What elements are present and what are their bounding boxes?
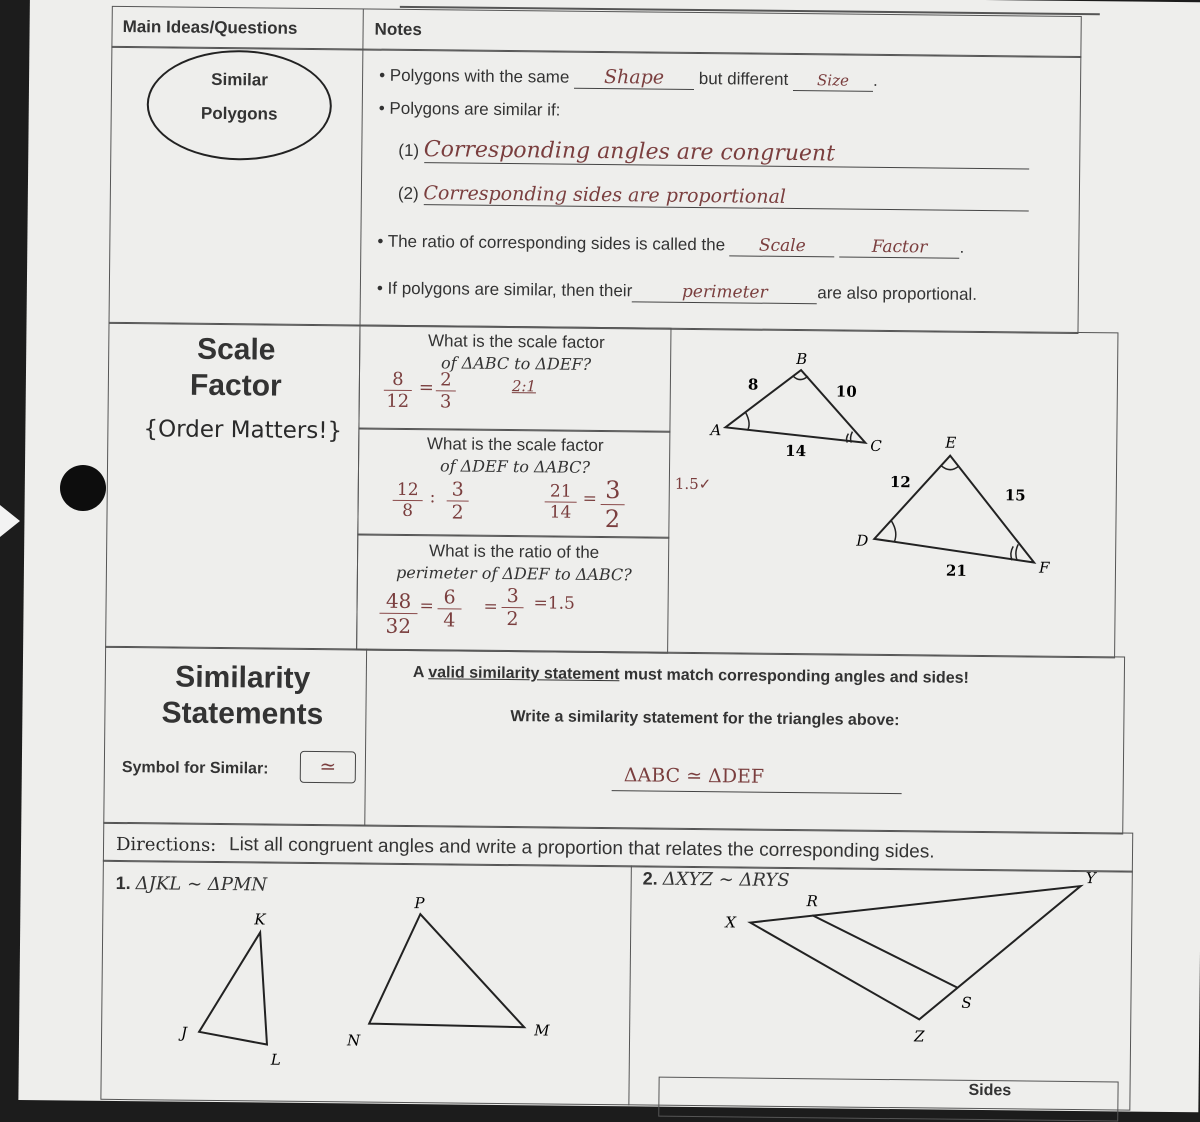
order-matters: {Order Matters!} bbox=[143, 416, 343, 445]
q2-line1: What is the scale factor bbox=[426, 434, 604, 456]
label-D: D bbox=[856, 531, 869, 550]
similar-polygons-title-2: Polygons bbox=[200, 103, 278, 124]
directions-text: List all congruent angles and write a proportion that relates the corresponding sides. bbox=[228, 834, 935, 863]
bullet-perimeter: • If polygons are similar, then their perimeter are also proportional. bbox=[376, 278, 978, 304]
bullet1-mid: but different bbox=[698, 69, 789, 89]
p2-statement: ΔXYZ ~ ΔRYS bbox=[662, 868, 790, 892]
label-Y: Y bbox=[1085, 869, 1096, 888]
line1-post: must match corresponding angles and sides! bbox=[623, 666, 969, 687]
label-C: C bbox=[870, 436, 882, 455]
q1-line2: of ΔABC to ΔDEF? bbox=[441, 353, 592, 374]
binder-hole bbox=[60, 465, 106, 511]
label-DF: 21 bbox=[945, 561, 967, 580]
answer-scale: Scale bbox=[758, 235, 806, 257]
label-F: F bbox=[1038, 558, 1050, 577]
p1-num: 1. bbox=[115, 872, 131, 894]
q1-line1: What is the scale factor bbox=[427, 331, 605, 353]
bullet1-pre: Polygons with the same bbox=[389, 65, 570, 87]
symbol-answer: ≃ bbox=[319, 754, 337, 779]
label-X: X bbox=[725, 913, 737, 932]
label-DE: 12 bbox=[889, 473, 911, 492]
q1-frac2: $\frac{2}{3}$ bbox=[436, 369, 456, 412]
q2-eq2: = bbox=[582, 488, 598, 509]
similarity-title-2: Statements bbox=[161, 696, 324, 732]
answer-size: Size bbox=[816, 71, 850, 90]
q3-question bbox=[364, 540, 664, 587]
q3-frac2: $\frac{6}{4}$ bbox=[437, 586, 461, 631]
q1-frac1: $\frac{8}{12}$ bbox=[384, 369, 412, 412]
bullet4-pre: If polygons are similar, then their bbox=[387, 278, 633, 301]
label-K: K bbox=[254, 910, 266, 929]
item1-num: (1) bbox=[398, 140, 420, 161]
similar-polygons-title-1: Similar bbox=[211, 69, 269, 90]
bullet-scale-factor: • The ratio of corresponding sides is called the Scale Factor . bbox=[377, 231, 965, 258]
answer-factor: Factor bbox=[871, 236, 928, 258]
answer-shape: Shape bbox=[603, 66, 665, 89]
p1-statement: ΔJKL ~ ΔPMN bbox=[135, 873, 268, 896]
q3-frac3: $\frac{3}{2}$ bbox=[501, 585, 523, 630]
label-BC: 10 bbox=[835, 382, 857, 401]
answer-angles-congruent: Corresponding angles are congruent bbox=[423, 137, 836, 167]
label-AB: 8 bbox=[747, 375, 759, 394]
write-statement-line: Write a similarity statement for the triangles above: bbox=[510, 708, 900, 730]
q2-question bbox=[365, 433, 665, 480]
label-R: R bbox=[806, 892, 818, 911]
p2-num: 2. bbox=[642, 868, 658, 889]
similarity-answer: ΔABC ≃ ΔDEF bbox=[623, 764, 765, 788]
q1-eq: = bbox=[418, 377, 435, 399]
triangle-abc bbox=[708, 349, 883, 461]
q2-eq1: : bbox=[429, 487, 436, 508]
answer-line bbox=[612, 764, 902, 794]
q3-frac1: $\frac{48}{32}$ bbox=[379, 589, 418, 638]
answer-sides-proportional: Corresponding sides are proportional bbox=[423, 182, 787, 208]
bullet-similar-if: • Polygons are similar if: bbox=[378, 98, 561, 120]
triangles-diagram bbox=[683, 337, 1086, 621]
q2-result: 1.5✓ bbox=[674, 474, 712, 494]
worksheet-page bbox=[18, 0, 1200, 1112]
similarity-title-1: Similarity bbox=[175, 660, 311, 695]
scale-factor-title-2: Factor bbox=[189, 368, 282, 403]
label-J: J bbox=[180, 1023, 188, 1042]
label-P: P bbox=[414, 894, 425, 913]
header-notes: Notes bbox=[374, 19, 422, 40]
line1-pre: A bbox=[412, 664, 424, 682]
q2-frac1: $\frac{12}{8}$ bbox=[392, 480, 422, 521]
triangle-jkl bbox=[178, 910, 283, 1069]
q3-line2: perimeter of ΔDEF to ΔABC? bbox=[395, 562, 632, 585]
bullet4-post: are also proportional. bbox=[817, 283, 978, 304]
sides-label: Sides bbox=[968, 1081, 1012, 1100]
bullet3-pre: The ratio of corresponding sides is called the bbox=[387, 231, 726, 255]
directions-label: Directions: bbox=[115, 833, 217, 856]
q2-frac2: $\frac{3}{2}$ bbox=[446, 478, 468, 523]
label-EF: 15 bbox=[1004, 486, 1026, 505]
q2-frac3: $\frac{21}{14}$ bbox=[544, 481, 576, 522]
line1-underlined: valid similarity statement bbox=[428, 664, 620, 684]
q3-result: =1.5 bbox=[533, 593, 575, 614]
label-B: B bbox=[796, 350, 808, 369]
label-S: S bbox=[961, 993, 972, 1012]
symbol-box bbox=[300, 751, 356, 784]
q3-eq1: = bbox=[419, 596, 434, 617]
label-Z: Z bbox=[913, 1027, 925, 1046]
triangle-def bbox=[855, 433, 1052, 581]
q3-line1: What is the ratio of the bbox=[429, 541, 600, 562]
label-M: M bbox=[534, 1021, 550, 1040]
triangle-xyz bbox=[723, 867, 1098, 1047]
problem-1-diagram bbox=[159, 891, 601, 1076]
sides-box bbox=[658, 1077, 1118, 1122]
problem-2-diagram bbox=[699, 867, 1121, 1051]
q2-line2: of ΔDEF to ΔABC? bbox=[439, 456, 591, 477]
bullet2-text: Polygons are similar if: bbox=[389, 98, 561, 120]
bullet-same-shape: • Polygons with the same Shape but different Size . bbox=[379, 65, 878, 90]
label-L: L bbox=[270, 1050, 281, 1069]
q1-extra: 2:1 bbox=[511, 377, 537, 396]
header-main-ideas: Main Ideas/Questions bbox=[122, 16, 298, 38]
label-A: A bbox=[710, 421, 722, 440]
scale-factor-title-1: Scale bbox=[196, 332, 276, 367]
q3-eq2: = bbox=[483, 596, 498, 617]
triangle-pmn bbox=[346, 893, 552, 1051]
answer-perimeter: perimeter bbox=[681, 281, 768, 303]
label-E: E bbox=[945, 433, 957, 452]
q2-frac4: $\frac{3}{2}$ bbox=[600, 476, 625, 533]
label-AC: 14 bbox=[785, 441, 807, 461]
page-edge-notch bbox=[0, 505, 20, 537]
label-N: N bbox=[346, 1031, 361, 1050]
item2-num: (2) bbox=[397, 183, 419, 204]
symbol-label: Symbol for Similar: bbox=[121, 759, 269, 778]
